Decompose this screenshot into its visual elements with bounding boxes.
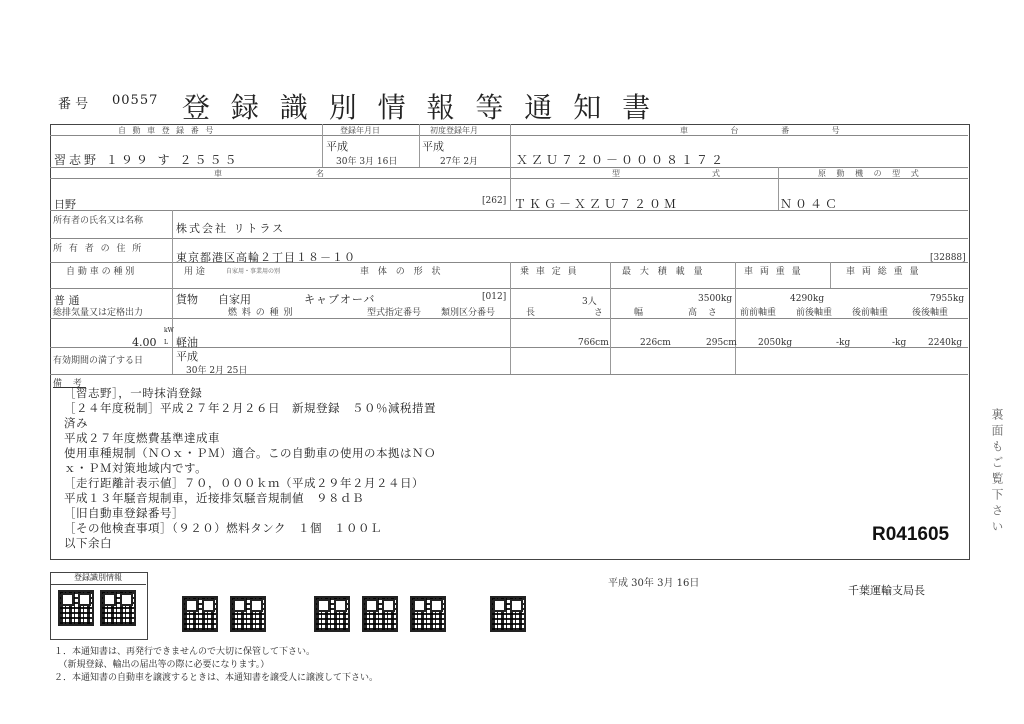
reg-info-label: 登録識別情報 (50, 572, 146, 585)
divider (778, 167, 779, 210)
label-usage: 用 途 (184, 267, 205, 277)
qr-code (182, 596, 218, 632)
label-vehicle-weight: 車 両 重 量 (744, 267, 803, 277)
owner-address: 東京都港区高輪２丁目１８－１０ (176, 251, 356, 264)
label-model-a: 型 (612, 169, 622, 178)
document-number: 00557 (112, 93, 159, 108)
label-ff-axle: 前前軸重 (740, 308, 777, 318)
vehicle-model: ＴＫＧ－ＸＺＵ７２０Ｍ (514, 197, 680, 211)
label-height: 高 さ (688, 308, 721, 318)
height: 295cm (706, 338, 737, 348)
label-rr-axle: 後後軸重 (912, 308, 949, 318)
label-fr-axle: 前後軸重 (796, 308, 833, 318)
remarks-list (64, 386, 436, 551)
label-owner-name: 所有者の氏名又は名称 (53, 216, 144, 226)
capacity: 3人 (582, 297, 597, 307)
label-engine-model: 原 動 機 の 型 式 (818, 169, 923, 178)
label-rf-axle: 後前軸重 (852, 308, 889, 318)
displacement-unit: kW L (164, 327, 174, 346)
label-expiry: 有効期間の満了する日 (53, 356, 144, 366)
chassis-number: ＸＺＵ７２０－０００８１７２ (516, 153, 727, 167)
label-fuel-type: 燃 料 の 種 別 (228, 308, 294, 318)
label-chassis-no: 車 台 番 号 (680, 126, 860, 135)
label-vehicle-type: 自 動 車 の 種 別 (66, 267, 135, 277)
label-car-name-a: 車 (214, 169, 224, 178)
ff-axle: 2050kg (758, 338, 793, 348)
remark-line: 平成１３年騒音規制車，近接排気騒音規制値 ９８ｄＢ (64, 491, 364, 505)
label-remarks: 備 考 (53, 379, 86, 389)
divider (510, 262, 511, 374)
qr-code (314, 596, 350, 632)
body-shape: キャブオーバ (304, 293, 376, 306)
stamp-code: R041605 (872, 524, 950, 545)
remark-line: 平成２７年度燃費基準達成車 (64, 431, 220, 445)
plate-number: 習志野 １９９ す ２５５５ (54, 153, 240, 167)
divider (172, 210, 173, 374)
reg-date: 30年 3月 16日 (336, 157, 398, 167)
remark-line: 以下余白 (64, 536, 112, 550)
vehicle-type: 普 通 (54, 294, 80, 307)
max-load: 3500kg (698, 294, 733, 304)
expiry-date: 30年 2月 25日 (186, 366, 248, 376)
issuer: 千葉運輸支局長 (848, 584, 925, 597)
remark-line: 済み (64, 416, 88, 430)
divider (830, 262, 831, 288)
remark-line: ［旧自動車登録番号］ (64, 506, 184, 520)
fr-axle: -kg (836, 338, 851, 348)
label-usage-sub: 自家用・事業用の別 (226, 268, 281, 275)
remark-line: ［２４年度税制］平成２７年２月２６日 新規登録 ５０％減税措置 (64, 401, 436, 415)
body-code: [012] (482, 292, 507, 302)
first-reg-date: 27年 2月 (440, 157, 479, 167)
width: 226cm (640, 338, 671, 348)
label-model-designation: 型式指定番号 (367, 308, 422, 318)
label-first-reg: 初度登録年月 (430, 126, 478, 135)
label-width: 幅 (634, 308, 644, 318)
divider (610, 262, 611, 374)
qr-code (410, 596, 446, 632)
label-owner-address: 所 有 者 の 住 所 (53, 244, 144, 254)
label-model-b: 式 (712, 169, 722, 178)
owner-name: 株式会社 リトラス (176, 222, 286, 235)
label-category-no: 類別区分番号 (441, 308, 496, 318)
divider (50, 318, 968, 319)
remark-line: 使用車種規制（ＮＯｘ・ＰＭ）適合。この自動車の使用の本拠はＮＯ (64, 446, 436, 460)
rf-axle: -kg (892, 338, 907, 348)
address-code: [32888] (930, 253, 966, 263)
label-reg-date: 登録年月日 (340, 126, 380, 135)
fuel-type: 軽油 (176, 336, 198, 349)
label-vehicle-reg-no: 自 動 車 登 録 番 号 (118, 126, 216, 135)
footnote-1b: （新規登録、輸出の届出等の際に必要になります。） (54, 660, 270, 670)
number-label: 番 号 (58, 97, 89, 112)
expiry-era: 平成 (176, 350, 198, 363)
remark-line: ｘ・ＰＭ対策地域内です。 (64, 461, 208, 475)
divider (50, 238, 968, 239)
private-use: 自家用 (218, 293, 251, 306)
qr-code (58, 590, 94, 626)
model-code: [262] (482, 196, 507, 206)
car-name: 日野 (54, 198, 76, 211)
label-gross-weight: 車 両 総 重 量 (846, 267, 921, 277)
label-displacement: 総排気量又は定格出力 (53, 308, 144, 318)
qr-code (100, 590, 136, 626)
footnote-1: １．本通知書は、再発行できませんので大切に保管して下さい。 (54, 647, 316, 657)
label-car-name-b: 名 (316, 169, 326, 178)
remark-line: ［その他検査事項］（９２０）燃料タンク １個 １００Ｌ (64, 521, 383, 535)
divider (50, 288, 968, 289)
usage: 貨物 (176, 293, 198, 306)
gross-weight: 7955kg (930, 294, 965, 304)
qr-code (490, 596, 526, 632)
label-length: 長 さ (526, 308, 631, 318)
qr-code (362, 596, 398, 632)
footnote-2: ２．本通知書の自動車を譲渡するときは、本通知書を譲受人に譲渡して下さい。 (54, 673, 379, 683)
label-capacity: 乗 車 定 員 (520, 267, 579, 277)
length: 766cm (578, 338, 609, 348)
vehicle-weight: 4290kg (790, 294, 825, 304)
divider (419, 124, 420, 167)
qr-code (230, 596, 266, 632)
divider (510, 124, 511, 210)
remark-line: ［走行距離計表示値］７０，０００ｋｍ（平成２９年２月２４日） (64, 476, 424, 490)
side-note: 裏面もご覧下さい (990, 408, 1004, 536)
document-title: 登 録 識 別 情 報 等 通 知 書 (182, 91, 657, 124)
rr-axle: 2240kg (928, 338, 963, 348)
divider (735, 262, 736, 374)
engine-model: Ｎ０４Ｃ (780, 197, 841, 211)
issue-date: 平成 30年 3月 16日 (608, 578, 700, 589)
divider (322, 124, 323, 167)
first-reg-era: 平成 (422, 140, 444, 153)
reg-era: 平成 (326, 140, 348, 153)
displacement: 4.00 (132, 336, 157, 349)
remark-line: ［習志野］，一時抹消登録 (64, 386, 203, 400)
label-body-shape: 車 体 の 形 状 (360, 267, 444, 277)
label-max-load: 最 大 積 載 量 (622, 267, 706, 277)
